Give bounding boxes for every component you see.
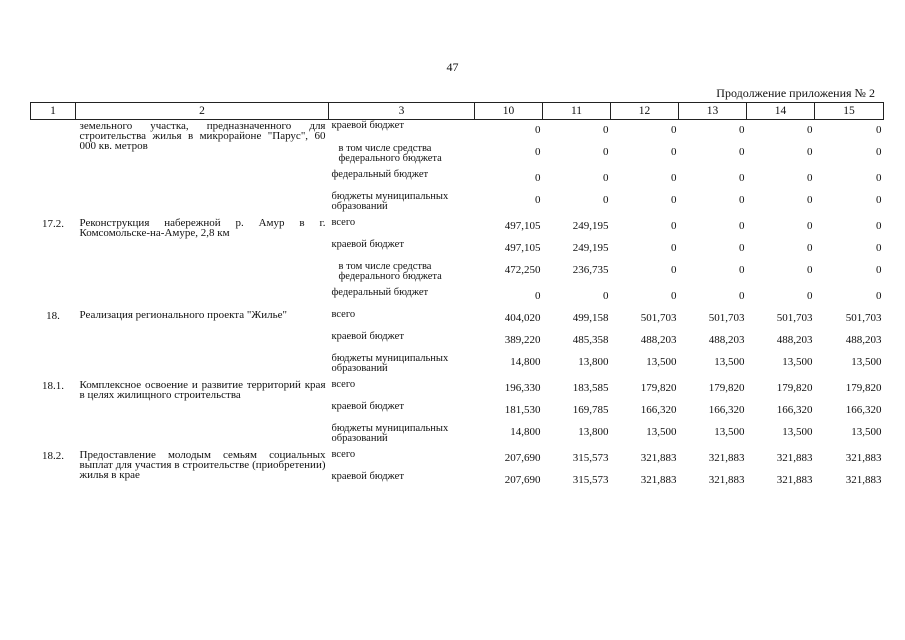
value-cell: 13,800: [578, 425, 609, 438]
header-col-3: 3: [329, 103, 475, 120]
value-cell: 0: [671, 124, 677, 136]
funding-source: краевой бюджет: [331, 238, 404, 250]
value-cell: 14,800: [510, 355, 541, 368]
row-description: Предоставление молодым семьям социальных выплат для участия в строительстве (приобретении) жилья в крае: [79, 448, 326, 481]
value-cell: 0: [739, 145, 745, 158]
funding-source: в том числе средства федерального бюджета: [338, 142, 442, 164]
value-cell: 0: [807, 263, 813, 276]
value-cell: 14,800: [510, 425, 541, 438]
value-cell: 0: [876, 219, 882, 232]
value-cell: 488,203: [708, 333, 745, 346]
row-description: Комплексное освоение и развитие территорий края в целях жилищного строительства: [79, 378, 326, 401]
value-cell: 0: [535, 289, 541, 302]
value-cell: 0: [807, 241, 813, 254]
row-number: [31, 120, 76, 216]
funding-source: краевой бюджет: [331, 400, 404, 412]
value-cell: 321,883: [640, 451, 677, 464]
value-cell: 0: [807, 289, 813, 302]
value-cell: 0: [807, 145, 813, 158]
value-cell: 0: [876, 193, 882, 206]
row-description: Реконструкция набережной р. Амур в г. Комсомольске-на-Амуре, 2,8 км: [79, 216, 326, 239]
budget-table: [30, 102, 884, 492]
table-row: [31, 448, 884, 470]
value-cell: 13,500: [851, 425, 882, 438]
value-cell: 0: [671, 145, 677, 158]
value-cell: 13,500: [714, 425, 745, 438]
value-cell: 0: [535, 124, 541, 136]
value-cell: 13,500: [782, 355, 813, 368]
value-cell: 0: [807, 124, 813, 136]
value-cell: 0: [739, 171, 745, 184]
value-cell: 0: [739, 263, 745, 276]
header-col-12: 12: [611, 103, 679, 120]
value-cell: 321,883: [708, 473, 745, 486]
value-cell: 497,105: [504, 241, 541, 254]
value-cell: 0: [671, 241, 677, 254]
row-number: 18.2.: [42, 449, 64, 462]
value-cell: 179,820: [708, 381, 745, 394]
value-cell: 0: [876, 241, 882, 254]
continuation-label: Продолжение приложения № 2: [716, 86, 875, 100]
funding-source: всего: [331, 448, 356, 460]
value-cell: 488,203: [640, 333, 677, 346]
value-cell: 321,883: [776, 451, 813, 464]
value-cell: 0: [671, 219, 677, 232]
funding-source: всего: [331, 308, 356, 320]
value-cell: 321,883: [776, 473, 813, 486]
value-cell: 249,195: [572, 219, 609, 232]
value-cell: 0: [603, 145, 609, 158]
value-cell: 181,530: [504, 403, 541, 416]
value-cell: 488,203: [845, 333, 882, 346]
value-cell: 0: [671, 171, 677, 184]
header-col-10: 10: [475, 103, 543, 120]
value-cell: 0: [535, 193, 541, 206]
value-cell: 0: [807, 219, 813, 232]
row-description: земельного участка, предназначенного для строительства жилья в микрорайоне "Парус", 60 000 кв. метров: [79, 120, 326, 152]
value-cell: 0: [603, 124, 609, 136]
row-number: 17.2.: [42, 217, 64, 230]
funding-source: краевой бюджет: [331, 470, 404, 482]
value-cell: 0: [739, 124, 745, 136]
value-cell: 179,820: [776, 381, 813, 394]
funding-source: краевой бюджет: [331, 330, 404, 342]
value-cell: 315,573: [572, 473, 609, 486]
value-cell: 472,250: [504, 263, 541, 276]
value-cell: 0: [603, 171, 609, 184]
value-cell: 0: [535, 171, 541, 184]
value-cell: 315,573: [572, 451, 609, 464]
value-cell: 249,195: [572, 241, 609, 254]
value-cell: 0: [739, 241, 745, 254]
value-cell: 0: [876, 145, 882, 158]
value-cell: 389,220: [504, 333, 541, 346]
value-cell: 485,358: [572, 333, 609, 346]
value-cell: 0: [671, 289, 677, 302]
value-cell: 321,883: [845, 473, 882, 486]
funding-source: всего: [331, 216, 356, 228]
value-cell: 179,820: [845, 381, 882, 394]
funding-source: бюджеты муниципальных образований: [331, 422, 449, 444]
funding-source: федеральный бюджет: [331, 168, 429, 180]
value-cell: 0: [876, 171, 882, 184]
value-cell: 13,800: [578, 355, 609, 368]
value-cell: 0: [671, 263, 677, 276]
value-cell: 196,330: [504, 381, 541, 394]
value-cell: 0: [807, 171, 813, 184]
value-cell: 501,703: [845, 311, 882, 324]
header-col-11: 11: [543, 103, 611, 120]
value-cell: 0: [807, 193, 813, 206]
value-cell: 499,158: [572, 311, 609, 324]
value-cell: 0: [739, 219, 745, 232]
value-cell: 404,020: [504, 311, 541, 324]
value-cell: 0: [739, 193, 745, 206]
value-cell: 166,320: [776, 403, 813, 416]
value-cell: 321,883: [708, 451, 745, 464]
value-cell: 179,820: [640, 381, 677, 394]
value-cell: 169,785: [572, 403, 609, 416]
value-cell: 0: [876, 263, 882, 276]
header-col-2: 2: [76, 103, 329, 120]
value-cell: 501,703: [708, 311, 745, 324]
value-cell: 13,500: [646, 355, 677, 368]
value-cell: 497,105: [504, 219, 541, 232]
value-cell: 207,690: [504, 451, 541, 464]
value-cell: 0: [535, 145, 541, 158]
value-cell: 0: [739, 289, 745, 302]
table-row: [31, 120, 884, 142]
value-cell: 0: [603, 289, 609, 302]
header-col-14: 14: [747, 103, 815, 120]
header-col-1: 1: [31, 103, 76, 120]
header-row: [31, 103, 884, 120]
page-number: 47: [446, 60, 459, 74]
value-cell: 321,883: [640, 473, 677, 486]
value-cell: 13,500: [646, 425, 677, 438]
funding-source: бюджеты муниципальных образований: [331, 190, 449, 212]
table-row: [31, 216, 884, 238]
value-cell: 166,320: [708, 403, 745, 416]
table-body: [31, 120, 884, 492]
value-cell: 166,320: [640, 403, 677, 416]
funding-source: краевой бюджет: [331, 120, 404, 131]
value-cell: 236,735: [572, 263, 609, 276]
value-cell: 321,883: [845, 451, 882, 464]
row-description: Реализация регионального проекта "Жилье": [79, 308, 287, 321]
value-cell: 13,500: [714, 355, 745, 368]
row-number: 18.: [46, 309, 60, 322]
funding-source: бюджеты муниципальных образований: [331, 352, 449, 374]
value-cell: 13,500: [782, 425, 813, 438]
table-row: [31, 378, 884, 400]
funding-source: федеральный бюджет: [331, 286, 429, 298]
value-cell: 488,203: [776, 333, 813, 346]
value-cell: 207,690: [504, 473, 541, 486]
value-cell: 0: [603, 193, 609, 206]
row-number: 18.1.: [42, 379, 64, 392]
funding-source: всего: [331, 378, 356, 390]
value-cell: 0: [876, 124, 882, 136]
value-cell: 501,703: [640, 311, 677, 324]
value-cell: 0: [671, 193, 677, 206]
value-cell: 13,500: [851, 355, 882, 368]
header-col-13: 13: [679, 103, 747, 120]
value-cell: 166,320: [845, 403, 882, 416]
value-cell: 0: [876, 289, 882, 302]
table-row: [31, 308, 884, 330]
header-col-15: 15: [815, 103, 884, 120]
value-cell: 183,585: [572, 381, 609, 394]
funding-source: в том числе средства федерального бюджета: [338, 260, 442, 282]
value-cell: 501,703: [776, 311, 813, 324]
